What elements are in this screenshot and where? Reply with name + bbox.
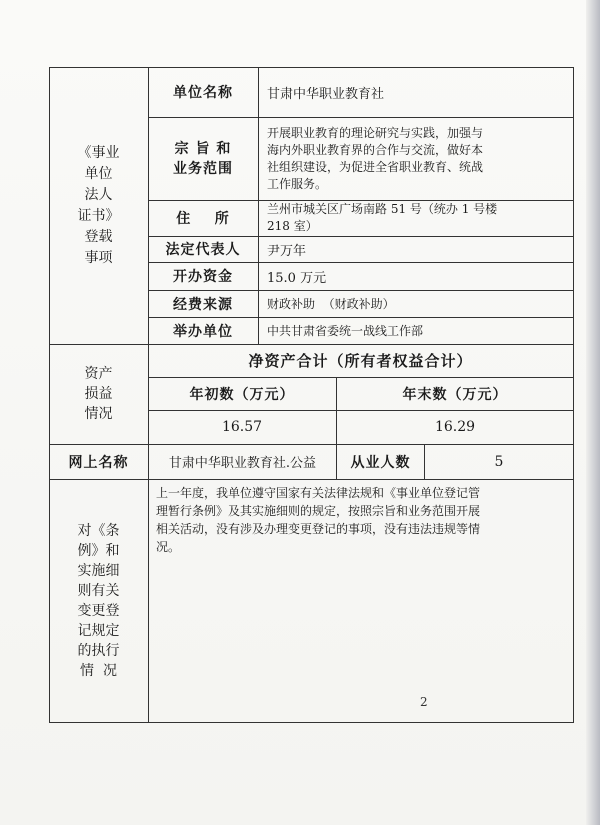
- label-line: 法人: [84, 186, 113, 203]
- staff-count-label: 从业人数: [350, 454, 411, 471]
- label-line: 例》和: [77, 542, 120, 559]
- text-line: 兰州市城关区广场南路 51 号（统办 1 号楼: [267, 202, 498, 216]
- capital-value: 15.0 万元: [267, 270, 327, 286]
- label-line: 的执行: [77, 642, 120, 659]
- staff-count-value: 5: [494, 453, 504, 470]
- label-line: 变更登: [77, 602, 120, 619]
- scan-edge-shadow: [586, 0, 600, 825]
- label-line: 事项: [84, 249, 113, 266]
- address-label: 住 所: [176, 211, 230, 227]
- unit-name-label: 单位名称: [173, 85, 233, 101]
- label-line: 业务范围: [173, 160, 233, 177]
- text-line: 社组织建设，为促进全省职业教育、统战: [267, 159, 484, 174]
- section1-label-text: [78, 143, 120, 269]
- sponsor-value: 中共甘肃省委统一战线工作部: [267, 324, 424, 338]
- text-line: 开展职业教育的理论研究与实践，加强与: [267, 125, 484, 140]
- label-line: 单位: [84, 165, 113, 182]
- end-of-year-value: 16.29: [434, 419, 476, 435]
- purpose-value: [259, 117, 573, 200]
- text-line: 况。: [156, 540, 181, 554]
- label-line: 资产: [84, 366, 113, 382]
- page-mark: 2: [420, 695, 428, 709]
- text-line: 工作服务。: [267, 176, 328, 191]
- assets-label: [49, 344, 148, 444]
- table-border-bottom: [49, 722, 574, 723]
- label-line: 《事业: [77, 144, 120, 161]
- label-line: 情况: [84, 406, 113, 422]
- table-border-right: [573, 67, 574, 723]
- label-line: 证书》: [77, 207, 120, 224]
- label-line: 实施细: [77, 562, 120, 579]
- text-line: 上一年度，我单位遵守国家有关法律法规和《事业单位登记管: [156, 486, 481, 500]
- label-line: 记规定: [77, 622, 120, 639]
- compliance-label: [49, 479, 148, 722]
- online-name-value: 甘肃中华职业教育社.公益: [168, 456, 317, 471]
- label-line: 宗 旨 和: [174, 140, 232, 157]
- purpose-label: [148, 117, 258, 200]
- label-line: 损益: [84, 386, 113, 402]
- section1-label: [49, 67, 148, 344]
- text-line: 218 室）: [267, 219, 318, 233]
- label-line: 情 况: [80, 662, 117, 679]
- label-line: 则有关: [77, 582, 120, 599]
- funding-label: 经费来源: [173, 296, 233, 313]
- legal-rep-label: 法定代表人: [165, 242, 241, 258]
- label-line: 对《条: [77, 522, 120, 539]
- address-value: [259, 200, 573, 236]
- sponsor-label: 举办单位: [173, 323, 233, 340]
- net-assets-header: 净资产合计（所有者权益合计）: [248, 352, 473, 370]
- start-of-year-value: 16.57: [221, 419, 263, 435]
- start-of-year-header: 年初数（万元）: [189, 386, 295, 403]
- capital-label: 开办资金: [173, 269, 233, 285]
- unit-name-value: 甘肃中华职业教育社: [267, 86, 385, 102]
- text-line: 相关活动，没有涉及办理变更登记的事项，没有违法违规等情: [156, 522, 481, 536]
- end-of-year-header: 年末数（万元）: [402, 386, 508, 403]
- funding-value: 财政补助 （财政补助）: [267, 297, 395, 311]
- label-line: 登载: [84, 228, 113, 245]
- text-line: 理暂行条例》及其实施细则的规定，按照宗旨和业务范围开展: [156, 504, 481, 518]
- text-line: 海内外职业教育界的合作与交流，做好本: [267, 142, 484, 157]
- compliance-text: [156, 484, 568, 556]
- online-name-label: 网上名称: [68, 454, 129, 471]
- legal-rep-value: 尹万年: [267, 243, 307, 259]
